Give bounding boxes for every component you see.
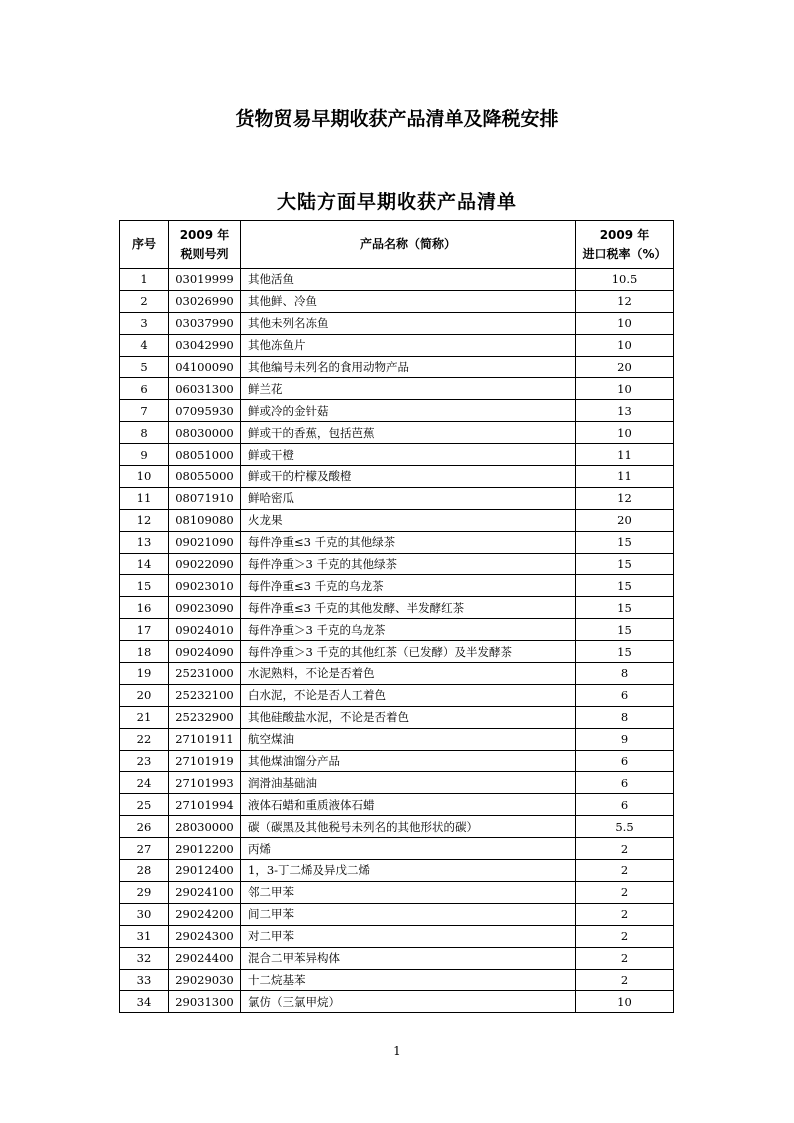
header-name: 产品名称（简称） (241, 221, 576, 269)
cell-seq: 11 (120, 487, 169, 509)
table-row (120, 772, 674, 794)
cell-code: 06031300 (169, 378, 241, 400)
cell-name: 间二甲苯 (241, 903, 576, 925)
cell-rate: 6 (576, 772, 674, 794)
table-row (120, 269, 674, 291)
cell-code: 29012400 (169, 860, 241, 882)
cell-seq: 14 (120, 553, 169, 575)
cell-code: 27101993 (169, 772, 241, 794)
cell-code: 09023090 (169, 597, 241, 619)
table-row (120, 400, 674, 422)
cell-seq: 26 (120, 816, 169, 838)
cell-name: 每件净重＞3 千克的其他红茶（已发酵）及半发酵茶 (241, 641, 576, 663)
cell-code: 03026990 (169, 290, 241, 312)
cell-code: 03019999 (169, 269, 241, 291)
cell-code: 29029030 (169, 969, 241, 991)
cell-name: 十二烷基苯 (241, 969, 576, 991)
cell-name: 每件净重≤3 千克的其他绿茶 (241, 531, 576, 553)
cell-code: 27101994 (169, 794, 241, 816)
cell-name: 丙烯 (241, 838, 576, 860)
cell-code: 03037990 (169, 312, 241, 334)
table-row (120, 838, 674, 860)
table-row (120, 641, 674, 663)
cell-name: 其他硅酸盐水泥，不论是否着色 (241, 706, 576, 728)
table-row (120, 860, 674, 882)
table-row (120, 969, 674, 991)
cell-name: 火龙果 (241, 509, 576, 531)
cell-rate: 15 (576, 531, 674, 553)
cell-seq: 25 (120, 794, 169, 816)
cell-name: 润滑油基础油 (241, 772, 576, 794)
cell-rate: 20 (576, 356, 674, 378)
table-row (120, 991, 674, 1013)
cell-code: 25232100 (169, 684, 241, 706)
cell-name: 每件净重＞3 千克的其他绿茶 (241, 553, 576, 575)
cell-code: 08030000 (169, 422, 241, 444)
product-table (119, 220, 674, 1013)
cell-seq: 8 (120, 422, 169, 444)
table-row (120, 487, 674, 509)
cell-seq: 17 (120, 619, 169, 641)
table-row (120, 750, 674, 772)
cell-name: 碳（碳黑及其他税号未列名的其他形状的碳） (241, 816, 576, 838)
table-title: 大陆方面早期收获产品清单 (276, 191, 517, 213)
table-row (120, 531, 674, 553)
cell-name: 液体石蜡和重质液体石蜡 (241, 794, 576, 816)
cell-name: 其他煤油馏分产品 (241, 750, 576, 772)
cell-seq: 7 (120, 400, 169, 422)
cell-rate: 10 (576, 422, 674, 444)
header-rate (576, 221, 674, 269)
cell-code: 08071910 (169, 487, 241, 509)
cell-rate: 12 (576, 290, 674, 312)
cell-rate: 5.5 (576, 816, 674, 838)
table-row (120, 509, 674, 531)
cell-rate: 15 (576, 619, 674, 641)
header-code-line1: 2009 年 (179, 227, 230, 242)
page-title: 货物贸易早期收获产品清单及降税安排 (235, 108, 559, 130)
cell-seq: 16 (120, 597, 169, 619)
table-row (120, 728, 674, 750)
cell-code: 29031300 (169, 991, 241, 1013)
cell-code: 08109080 (169, 509, 241, 531)
table-row (120, 619, 674, 641)
cell-seq: 30 (120, 903, 169, 925)
cell-rate: 10 (576, 378, 674, 400)
cell-seq: 29 (120, 881, 169, 903)
cell-seq: 9 (120, 444, 169, 466)
cell-seq: 1 (120, 269, 169, 291)
cell-seq: 22 (120, 728, 169, 750)
cell-code: 09024090 (169, 641, 241, 663)
cell-name: 航空煤油 (241, 728, 576, 750)
table-row (120, 903, 674, 925)
table-row (120, 312, 674, 334)
cell-rate: 10 (576, 991, 674, 1013)
cell-code: 09022090 (169, 553, 241, 575)
cell-name: 每件净重＞3 千克的乌龙茶 (241, 619, 576, 641)
cell-code: 29012200 (169, 838, 241, 860)
cell-name: 氯仿（三氯甲烷） (241, 991, 576, 1013)
cell-code: 04100090 (169, 356, 241, 378)
cell-code: 08055000 (169, 466, 241, 488)
cell-seq: 19 (120, 663, 169, 685)
header-rate-line2: 进口税率（%） (582, 246, 667, 261)
cell-rate: 10 (576, 312, 674, 334)
cell-code: 29024400 (169, 947, 241, 969)
cell-rate: 2 (576, 881, 674, 903)
table-row (120, 575, 674, 597)
cell-code: 08051000 (169, 444, 241, 466)
cell-name: 混合二甲苯异构体 (241, 947, 576, 969)
cell-code: 27101911 (169, 728, 241, 750)
cell-rate: 6 (576, 794, 674, 816)
table-row (120, 378, 674, 400)
cell-name: 每件净重≤3 千克的乌龙茶 (241, 575, 576, 597)
cell-name: 鲜或干的柠檬及酸橙 (241, 466, 576, 488)
cell-rate: 2 (576, 838, 674, 860)
cell-name: 其他编号未列名的食用动物产品 (241, 356, 576, 378)
cell-rate: 15 (576, 641, 674, 663)
cell-name: 白水泥，不论是否人工着色 (241, 684, 576, 706)
cell-rate: 2 (576, 925, 674, 947)
cell-code: 27101919 (169, 750, 241, 772)
cell-rate: 20 (576, 509, 674, 531)
cell-seq: 34 (120, 991, 169, 1013)
cell-rate: 2 (576, 860, 674, 882)
cell-seq: 24 (120, 772, 169, 794)
cell-seq: 6 (120, 378, 169, 400)
table-row (120, 816, 674, 838)
cell-code: 29024300 (169, 925, 241, 947)
cell-rate: 13 (576, 400, 674, 422)
table-row (120, 663, 674, 685)
cell-seq: 23 (120, 750, 169, 772)
cell-code: 07095930 (169, 400, 241, 422)
table-row (120, 684, 674, 706)
cell-name: 对二甲苯 (241, 925, 576, 947)
page-number: 1 (393, 1044, 401, 1058)
cell-name: 鲜或干的香蕉，包括芭蕉 (241, 422, 576, 444)
cell-seq: 13 (120, 531, 169, 553)
cell-seq: 5 (120, 356, 169, 378)
table-row (120, 881, 674, 903)
header-seq: 序号 (120, 221, 169, 269)
cell-code: 09021090 (169, 531, 241, 553)
cell-rate: 6 (576, 750, 674, 772)
cell-code: 28030000 (169, 816, 241, 838)
cell-name: 其他冻鱼片 (241, 334, 576, 356)
cell-code: 03042990 (169, 334, 241, 356)
cell-rate: 12 (576, 487, 674, 509)
table-row (120, 794, 674, 816)
cell-rate: 9 (576, 728, 674, 750)
cell-rate: 2 (576, 903, 674, 925)
cell-code: 25231000 (169, 663, 241, 685)
cell-name: 水泥熟料，不论是否着色 (241, 663, 576, 685)
cell-rate: 11 (576, 444, 674, 466)
cell-seq: 28 (120, 860, 169, 882)
cell-rate: 2 (576, 947, 674, 969)
cell-name: 1，3-丁二烯及异戊二烯 (241, 860, 576, 882)
cell-rate: 10.5 (576, 269, 674, 291)
header-code-line2: 税则号列 (180, 246, 229, 261)
cell-rate: 15 (576, 553, 674, 575)
cell-seq: 4 (120, 334, 169, 356)
cell-code: 25232900 (169, 706, 241, 728)
table-row (120, 706, 674, 728)
cell-name: 每件净重≤3 千克的其他发酵、半发酵红茶 (241, 597, 576, 619)
cell-name: 鲜或干橙 (241, 444, 576, 466)
cell-rate: 6 (576, 684, 674, 706)
cell-seq: 21 (120, 706, 169, 728)
cell-name: 鲜哈密瓜 (241, 487, 576, 509)
table-row (120, 356, 674, 378)
table-row (120, 947, 674, 969)
cell-code: 09024010 (169, 619, 241, 641)
cell-rate: 10 (576, 334, 674, 356)
cell-name: 鲜或冷的金针菇 (241, 400, 576, 422)
header-rate-line1: 2009 年 (599, 227, 650, 242)
cell-name: 其他鲜、冷鱼 (241, 290, 576, 312)
cell-seq: 32 (120, 947, 169, 969)
cell-code: 09023010 (169, 575, 241, 597)
table-row (120, 334, 674, 356)
table-body (120, 269, 674, 1013)
cell-code: 29024200 (169, 903, 241, 925)
cell-seq: 2 (120, 290, 169, 312)
cell-name: 邻二甲苯 (241, 881, 576, 903)
cell-seq: 18 (120, 641, 169, 663)
table-row (120, 925, 674, 947)
cell-name: 其他未列名冻鱼 (241, 312, 576, 334)
cell-seq: 12 (120, 509, 169, 531)
cell-rate: 8 (576, 706, 674, 728)
cell-seq: 27 (120, 838, 169, 860)
cell-code: 29024100 (169, 881, 241, 903)
cell-seq: 15 (120, 575, 169, 597)
cell-rate: 15 (576, 575, 674, 597)
cell-seq: 3 (120, 312, 169, 334)
table-header-row (120, 221, 674, 269)
table-row (120, 597, 674, 619)
table-row (120, 290, 674, 312)
cell-seq: 33 (120, 969, 169, 991)
header-code (169, 221, 241, 269)
cell-name: 其他活鱼 (241, 269, 576, 291)
table-row (120, 444, 674, 466)
cell-rate: 8 (576, 663, 674, 685)
table-row (120, 466, 674, 488)
cell-seq: 20 (120, 684, 169, 706)
cell-seq: 31 (120, 925, 169, 947)
cell-seq: 10 (120, 466, 169, 488)
cell-rate: 11 (576, 466, 674, 488)
cell-name: 鲜兰花 (241, 378, 576, 400)
table-row (120, 553, 674, 575)
cell-rate: 2 (576, 969, 674, 991)
table-row (120, 422, 674, 444)
cell-rate: 15 (576, 597, 674, 619)
